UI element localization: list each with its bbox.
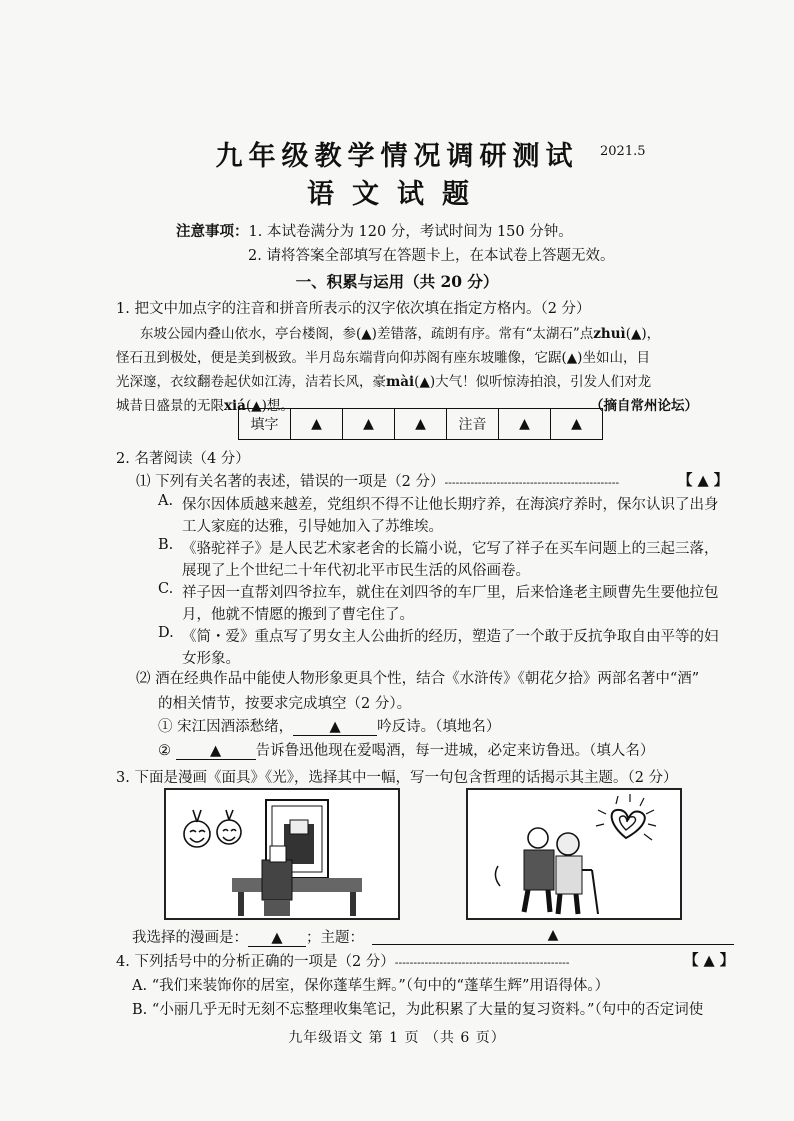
q2-option-letter: A. — [158, 493, 174, 509]
table-cell[interactable]: ▲ — [395, 409, 447, 440]
cartoon-mask-drawing — [166, 790, 398, 918]
table-cell[interactable]: ▲ — [499, 409, 551, 440]
q2-option-line-2: 展现了上个世纪二十年代初北平市民生活的风俗画卷。 — [182, 563, 530, 579]
blank-cartoon-choice[interactable]: ▲ — [248, 929, 306, 947]
table-cell[interactable]: ▲ — [343, 409, 395, 440]
exam-title — [0, 134, 794, 173]
blank-2[interactable]: ▲ — [176, 742, 256, 760]
table-cell[interactable]: ▲ — [551, 409, 603, 440]
q4-option-a: A. “我们来装饰你的居室，保你蓬荜生辉。”（句中的“蓬荜生辉”用语得体。） — [132, 978, 610, 994]
q2-sub2-line-1: ⑵ 酒在经典作品中能使人物形象更具个性，结合《水浒传》《朝花夕拾》两部名著中“酒” — [136, 671, 700, 687]
q2-sub2-line-2: 的相关情节，按要求完成填空（2 分）。 — [158, 696, 412, 712]
q2-stem: 2. 名著阅读（4 分） — [116, 451, 250, 467]
q2-option-line-1: 祥子因一直帮刘四爷拉车，就住在刘四爷的车厂里，后来恰逢老主顾曹先生要他拉包 — [182, 585, 719, 601]
exam-date: 2021.5 — [600, 144, 646, 159]
q1-stem: 1. 把文中加点字的注音和拼音所表示的汉字依次填在指定方格内。（2 分） — [116, 301, 591, 317]
q2-option-line-1: 保尔因体质越来越差，党组织不得不让他长期疗养，在海滨疗养时，保尔认识了出身 — [182, 497, 719, 513]
q3-stem: 3. 下面是漫画《面具》《光》，选择其中一幅，写一句包含哲理的话揭示其主题。（2 分） — [116, 770, 678, 786]
table-cell[interactable]: ▲ — [291, 409, 343, 440]
table-label-pinyin: 注音 — [447, 409, 499, 440]
q2-option-line-1: 《骆驼祥子》是人民艺术家老舍的长篇小说，它写了祥子在买车问题上的三起三落， — [182, 541, 719, 557]
q2-sub2-item-1: ① 宋江因酒添愁绪， ▲ 吟反诗。（填地名） — [158, 718, 501, 735]
q1-passage-line-4: 城昔日盛景的无限xiá(▲)想。 — [116, 398, 294, 414]
q1-passage-line-2: 怪石丑到极处，便是美到极致。半月岛东端背向仰苏阁有座东坡雕像，它踞(▲)坐如山，目 — [116, 350, 650, 366]
q2-sub2-item-2: ② ▲ 告诉鲁迅他现在爱喝酒，每一进城，必定来访鲁迅。（填人名） — [158, 742, 655, 759]
q4-stem: 4. 下列括号中的分析正确的一项是（2 分）----------------------------------------------- — [116, 954, 570, 970]
q2-sub1-stem: ⑴ 下列有关名著的表述，错误的一项是（2 分）----------------------------------------------- — [136, 474, 620, 490]
cartoon-light-drawing — [468, 790, 680, 918]
table-label-char: 填字 — [239, 409, 291, 440]
notes-label: 注意事项：1. 本试卷满分为 120 分，考试时间为 150 分钟。 — [176, 223, 573, 240]
q4-answer-bracket[interactable]: 【 ▲ 】 — [684, 952, 735, 969]
q2-sub1-answer-bracket[interactable]: 【 ▲ 】 — [678, 472, 729, 489]
cartoon-mask[interactable] — [164, 788, 400, 920]
q1-passage-line-1: 东坡公园内叠山依水，亭台楼阁，参(▲)差错落，疏朗有序。常有“太湖石”点zhuì(▲)， — [140, 326, 661, 342]
q4-option-b: B. “小丽几乎无时无刻不忘整理收集笔记，为此积累了大量的复习资料。”（句中的否定词使 — [132, 1002, 704, 1018]
q2-option-line-2: 女形象。 — [182, 651, 240, 667]
q2-option-letter: D. — [158, 625, 174, 641]
exam-title-text: 九年级教学情况调研测试 — [215, 141, 579, 172]
q2-option-line-1: 《简・爱》重点写了男女主人公曲折的经历，塑造了一个敢于反抗争取自由平等的妇 — [182, 629, 719, 645]
blank-1[interactable]: ▲ — [293, 718, 377, 736]
notes-item-1: 1. 本试卷满分为 120 分，考试时间为 150 分钟。 — [248, 224, 573, 240]
exam-subtitle: 语文试题 — [307, 179, 487, 210]
notes-item-2: 2. 请将答案全部填写在答题卡上，在本试卷上答题无效。 — [248, 248, 615, 264]
q2-option-letter: C. — [158, 581, 174, 597]
page-footer: 九年级语文 第 1 页 （共 6 页） — [288, 1030, 506, 1046]
q3-choose-line: 我选择的漫画是： ▲ ；主题： — [132, 929, 364, 946]
cartoon-light[interactable] — [466, 788, 682, 920]
q2-option-letter: B. — [158, 537, 174, 553]
section-heading: 一、积累与运用（共 20 分） — [295, 272, 499, 291]
q1-answer-table — [238, 408, 603, 440]
q2-option-line-2: 月，他就不情愿的搬到了曹宅住了。 — [182, 607, 414, 623]
q1-passage-line-3: 光深邃，衣纹翻卷起伏如江涛，洁若长风，豪mài(▲)大气！似听惊涛拍浪，引发人们对龙 — [116, 374, 652, 390]
q2-option-line-2: 工人家庭的达雅，引导她加入了苏维埃。 — [182, 519, 443, 535]
blank-theme[interactable]: ▲ — [372, 926, 734, 945]
q1-source: （摘自常州论坛） — [590, 398, 698, 414]
